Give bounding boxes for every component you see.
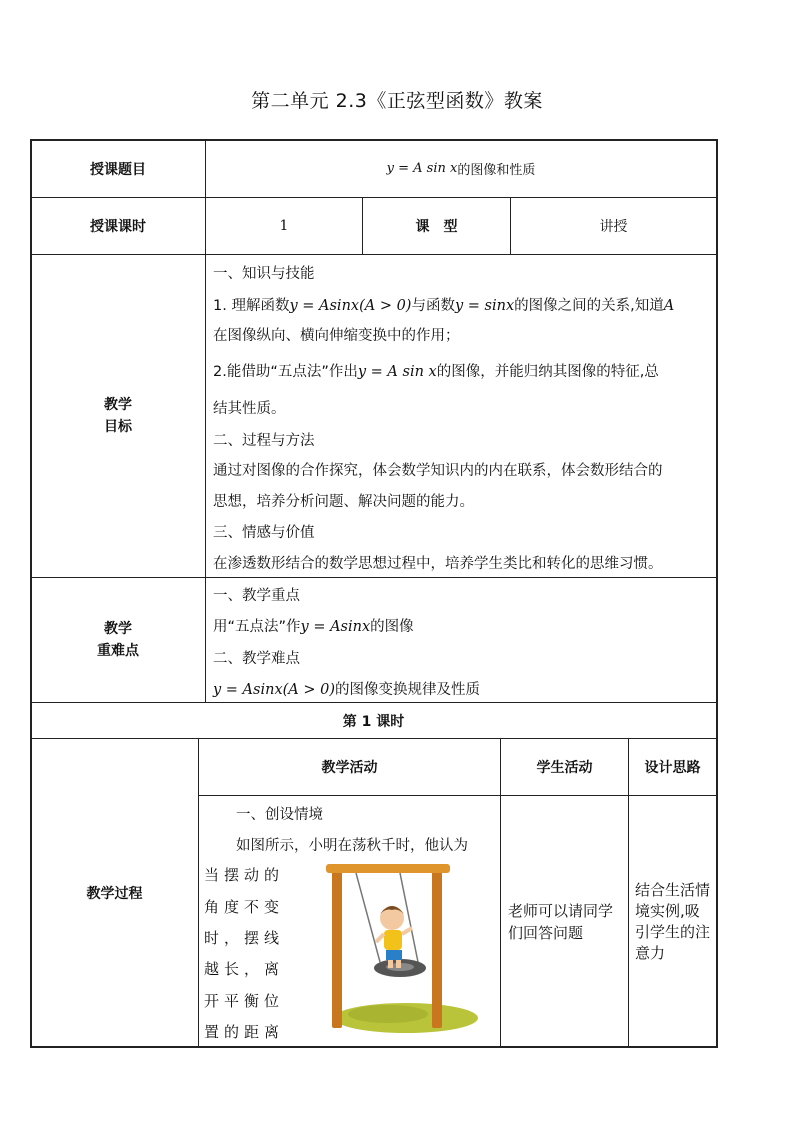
col-header-student (501, 739, 628, 795)
goals-line-9: 三、情感与价值 (213, 525, 315, 541)
goals-line-3: 在图像纵向、横向伸缩变换中的作用； (213, 328, 460, 344)
design-text: 结合生活情境实例,吸引学生的注意力 (635, 881, 711, 962)
topic-label (31, 140, 205, 197)
goals-formula-2: y = sinx (454, 298, 515, 314)
table-border-right (716, 139, 718, 1048)
type-label-text: 课 型 (415, 219, 458, 235)
process-label-text: 教学过程 (86, 885, 143, 902)
goals-line-2b: 与函数 (411, 298, 455, 314)
intro-heading: 一、创设情境 (236, 807, 323, 823)
design-cell (635, 880, 711, 964)
student-activity-text: 老师可以请同学们回答问题 (508, 902, 614, 942)
keypoints-line-1: 一、教学重点 (213, 588, 300, 604)
keypoints-formula-1: y = Asinx (300, 619, 371, 635)
keypoints-formula-2: y = Asinx(A > 0) (213, 682, 336, 698)
goals-line-2a: 1. 理解函数 (213, 298, 290, 314)
type-value (511, 198, 716, 254)
goals-line-10: 在渗透数形结合的数学思想过程中，培养学生类比和转化的思维习惯。 (213, 556, 663, 572)
keypoints-label (31, 578, 205, 702)
goals-line-5: 结其性质。 (213, 401, 286, 417)
keypoints-line-4b: 的图像变换规律及性质 (335, 682, 481, 698)
goals-line-4b: 的图像，并能归纳其图像的特征,总 (436, 364, 659, 380)
narrow-text-line: 置的距离 (204, 1023, 285, 1041)
goals-label-1: 教学 (104, 397, 132, 413)
col-header-activity (199, 739, 500, 795)
boy-leg-left (388, 960, 393, 968)
type-label (363, 198, 510, 254)
document-title: 第二单元 2.3《正弦型函数》教案 (251, 90, 543, 112)
goals-line-7: 通过对图像的合作探究，体会数学知识内的内在联系，体会数形结合的 (213, 463, 663, 479)
hours-value-text: 1 (279, 218, 289, 234)
keypoints-line-2b: 的图像 (370, 619, 414, 635)
goals-line-4 (213, 360, 659, 381)
col-header-student-text: 学生活动 (536, 760, 593, 776)
topic-text: 的图像和性质 (457, 163, 536, 178)
swing-beam (326, 864, 450, 873)
boy-shirt (384, 930, 402, 950)
boy-arm-left (376, 934, 384, 942)
keypoints-line-4 (213, 678, 480, 699)
grass-shade (348, 1005, 428, 1023)
intro-line: 如图所示，小明在荡秋千时，他认为 (236, 838, 468, 854)
boy-arm-right (402, 928, 412, 934)
boy-shorts (386, 950, 402, 960)
goals-formula-4: y = A sin x (357, 364, 437, 380)
student-activity-cell (508, 900, 624, 944)
goals-line-1: 一、知识与技能 (213, 266, 315, 282)
swing-post-right (432, 868, 442, 1028)
col-header-design (629, 739, 716, 795)
narrow-text-line: 当摆动的 (204, 866, 285, 884)
narrow-text-line: 开平衡位 (204, 992, 285, 1010)
goals-formula-3: A (663, 298, 675, 314)
lesson-header-text: 第 1 课时 (342, 713, 405, 730)
row-divider (198, 795, 717, 796)
keypoints-line-2a: 用“五点法”作 (213, 619, 301, 635)
type-value-text: 讲授 (599, 219, 628, 235)
goals-line-4a: 2.能借助“五点法”作出 (213, 364, 358, 380)
topic-formula: y = A sin x (386, 161, 458, 176)
topic-value (206, 140, 716, 197)
goals-label (31, 255, 205, 577)
keypoints-line-2 (213, 615, 414, 636)
boy-leg-right (396, 960, 401, 968)
goals-line-2c: 的图像之间的关系,知道 (514, 298, 664, 314)
hours-label (31, 198, 205, 254)
goals-line-2 (213, 294, 674, 315)
table-border-bottom (30, 1046, 718, 1048)
goals-label-2: 目标 (104, 419, 132, 435)
swing-post-left (332, 868, 342, 1028)
goals-line-6: 二、过程与方法 (213, 433, 315, 449)
goals-formula-1: y = Asinx(A > 0) (289, 298, 412, 314)
hours-value (206, 198, 362, 254)
keypoints-line-3: 二、教学难点 (213, 651, 300, 667)
goals-line-8: 思想，培养分析问题、解决问题的能力。 (213, 494, 474, 510)
keypoints-label-1: 教学 (104, 621, 132, 637)
keypoints-label-2: 重难点 (97, 643, 139, 659)
narrow-text-line: 时，摆线 (204, 929, 285, 947)
process-label (31, 739, 198, 1046)
col-header-activity-text: 教学活动 (321, 760, 378, 776)
swing-illustration (318, 858, 490, 1042)
narrow-text-line: 角度不变 (204, 898, 285, 916)
narrow-text-line: 越长，离 (204, 960, 285, 978)
col-header-design-text: 设计思路 (644, 760, 701, 776)
swing-rope-left (356, 873, 380, 962)
lesson-header (31, 703, 716, 738)
hours-label-text: 授课课时 (90, 219, 146, 235)
topic-label-text: 授课题目 (90, 161, 146, 178)
